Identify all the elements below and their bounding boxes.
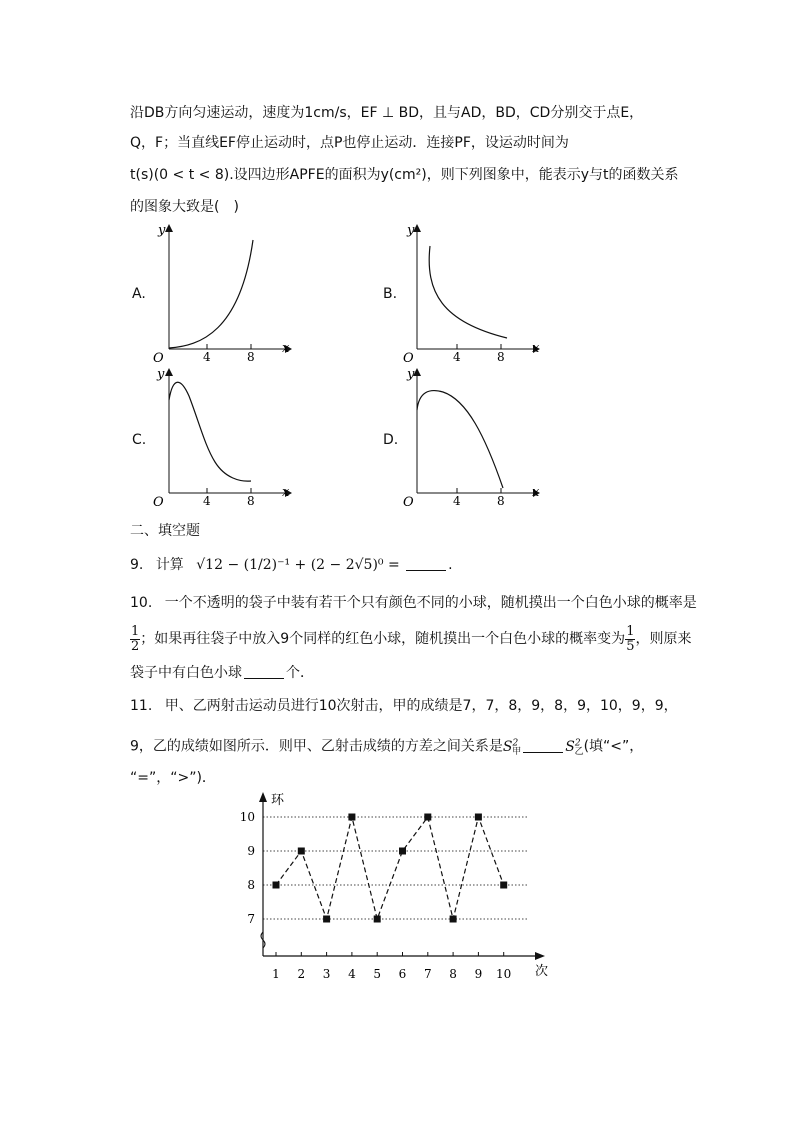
series-line	[276, 817, 504, 919]
y-axis-arrow	[259, 792, 267, 802]
x-tick-label-10: 10	[496, 967, 512, 981]
q9-expression: √12 − (1/2)⁻¹ + (2 − 2√5)⁰ =	[196, 557, 400, 573]
data-point-7	[424, 814, 431, 821]
y-tick-label-9: 9	[247, 844, 255, 858]
graph-b	[397, 222, 547, 364]
graph-a	[145, 222, 295, 364]
x-tick-label-9: 9	[474, 967, 483, 981]
data-point-3	[323, 916, 330, 923]
q10-text-1: 一个不透明的袋子中装有若干个只有颜色不同的小球，随机摸出一个白色小球的概率是	[164, 595, 697, 611]
graph-c-x-label: x	[282, 485, 290, 500]
q11-text-2b: (填“<”，	[583, 738, 644, 755]
option-d-label: D.	[383, 432, 399, 448]
q11-text-2a: 9，乙的成绩如图所示．则甲、乙射击成绩的方差之间关系是	[130, 738, 503, 755]
x-tick-label-4: 4	[348, 967, 356, 981]
graph-d-tick-8: 8	[497, 494, 505, 508]
x-tick-label-7: 7	[423, 967, 432, 981]
q8-line-1: 沿DB方向匀速运动，速度为1cm/s，EF ⊥ BD，且与AD，BD，CD分别交于点E，	[130, 105, 644, 121]
y-tick-label-7: 7	[247, 912, 255, 926]
x-tick-label-5: 5	[373, 967, 382, 981]
graph-a-origin: O	[153, 351, 164, 364]
option-c-label: C.	[132, 432, 147, 448]
graph-b-origin: O	[403, 351, 414, 364]
q10-text-3a: 袋子中有白色小球	[130, 665, 242, 681]
q10-line-1	[130, 593, 697, 613]
q9-answer-blank[interactable]	[406, 556, 446, 571]
q10-text-3b: 个．	[286, 665, 314, 681]
data-point-9	[475, 814, 482, 821]
graph-c-origin: O	[153, 495, 164, 508]
q10-fraction-fifth: $\frac{1}{5}$	[626, 623, 635, 654]
graph-a-y-label: y	[158, 223, 166, 238]
graph-d-x-label: x	[532, 485, 540, 500]
q8-line-4: 的图象大致是( )	[130, 199, 239, 215]
q11-line-3: “=”，“>”)．	[130, 770, 216, 786]
q8-line-3: t(s)(0 < t < 8).设四边形APFE的面积为y(cm²)，则下列图象中，能表示y与t的函数关系	[130, 167, 679, 183]
graph-d-y-label: y	[407, 367, 415, 382]
x-axis-arrow	[535, 952, 545, 960]
graph-b-x-label: x	[532, 341, 540, 356]
q8-line-2: Q，F；当直线EF停止运动时，点P也停止运动．连接PF，设运动时间为	[130, 135, 569, 151]
q10-number: 10.	[130, 595, 153, 611]
variance-jia: $S^2_甲$	[502, 738, 522, 758]
data-point-8	[450, 916, 457, 923]
y-axis-label: 环	[271, 793, 285, 808]
graph-a-tick-8: 8	[247, 350, 255, 364]
graph-d-origin: O	[403, 495, 414, 508]
q9	[130, 555, 453, 575]
graph-b-tick-4: 4	[453, 350, 461, 364]
y-tick-label-10: 10	[239, 810, 255, 824]
score-line-chart	[230, 786, 560, 986]
q10-text-2a: ；如果再往袋子中放入9个同样的红色小球，随机摸出一个白色小球的概率变为	[140, 631, 626, 647]
section-heading: 二、填空题	[130, 523, 200, 539]
data-point-4	[348, 814, 355, 821]
q11-text-1: 甲、乙两射击运动员进行10次射击，甲的成绩是7，7，8，9，8，9，10，9，9，	[164, 698, 678, 714]
q11-answer-blank[interactable]	[523, 738, 563, 753]
x-tick-label-1: 1	[272, 967, 280, 981]
graph-c-tick-4: 4	[203, 494, 211, 508]
q10-line-2	[130, 624, 691, 654]
q11-line-1	[130, 696, 678, 716]
option-a-label: A.	[132, 286, 146, 302]
option-b-label: B.	[383, 286, 398, 302]
graph-b-tick-8: 8	[497, 350, 505, 364]
q9-text: 计算	[155, 557, 184, 573]
x-tick-label-3: 3	[322, 967, 331, 981]
data-point-2	[298, 848, 305, 855]
q10-fraction-half: $\frac{1}{2}$	[131, 623, 140, 654]
graph-b-y-label: y	[407, 223, 415, 238]
graph-d-tick-4: 4	[453, 494, 461, 508]
q11-line-2	[130, 733, 643, 762]
data-point-1	[273, 882, 280, 889]
q9-end: .	[448, 557, 453, 573]
q10-text-2b: ，则原来	[635, 631, 692, 647]
x-tick-label-6: 6	[398, 967, 407, 981]
graph-c-y-label: y	[157, 367, 165, 382]
q10-answer-blank[interactable]	[244, 664, 284, 679]
x-tick-label-8: 8	[449, 967, 457, 981]
q10-line-3	[130, 663, 314, 683]
data-point-10	[500, 882, 507, 889]
q11-number: 11.	[130, 698, 153, 714]
variance-yi: $S^2_乙$	[565, 738, 584, 758]
graph-d	[397, 366, 547, 508]
x-tick-label-2: 2	[297, 967, 306, 981]
graph-c-tick-8: 8	[247, 494, 255, 508]
y-tick-label-8: 8	[247, 878, 255, 892]
x-axis-label: 次	[535, 964, 549, 979]
graph-a-x-label: x	[282, 341, 290, 356]
data-point-5	[374, 916, 381, 923]
q9-number: 9.	[130, 557, 144, 573]
graph-a-tick-4: 4	[203, 350, 211, 364]
graph-c	[145, 366, 295, 508]
data-point-6	[399, 848, 406, 855]
